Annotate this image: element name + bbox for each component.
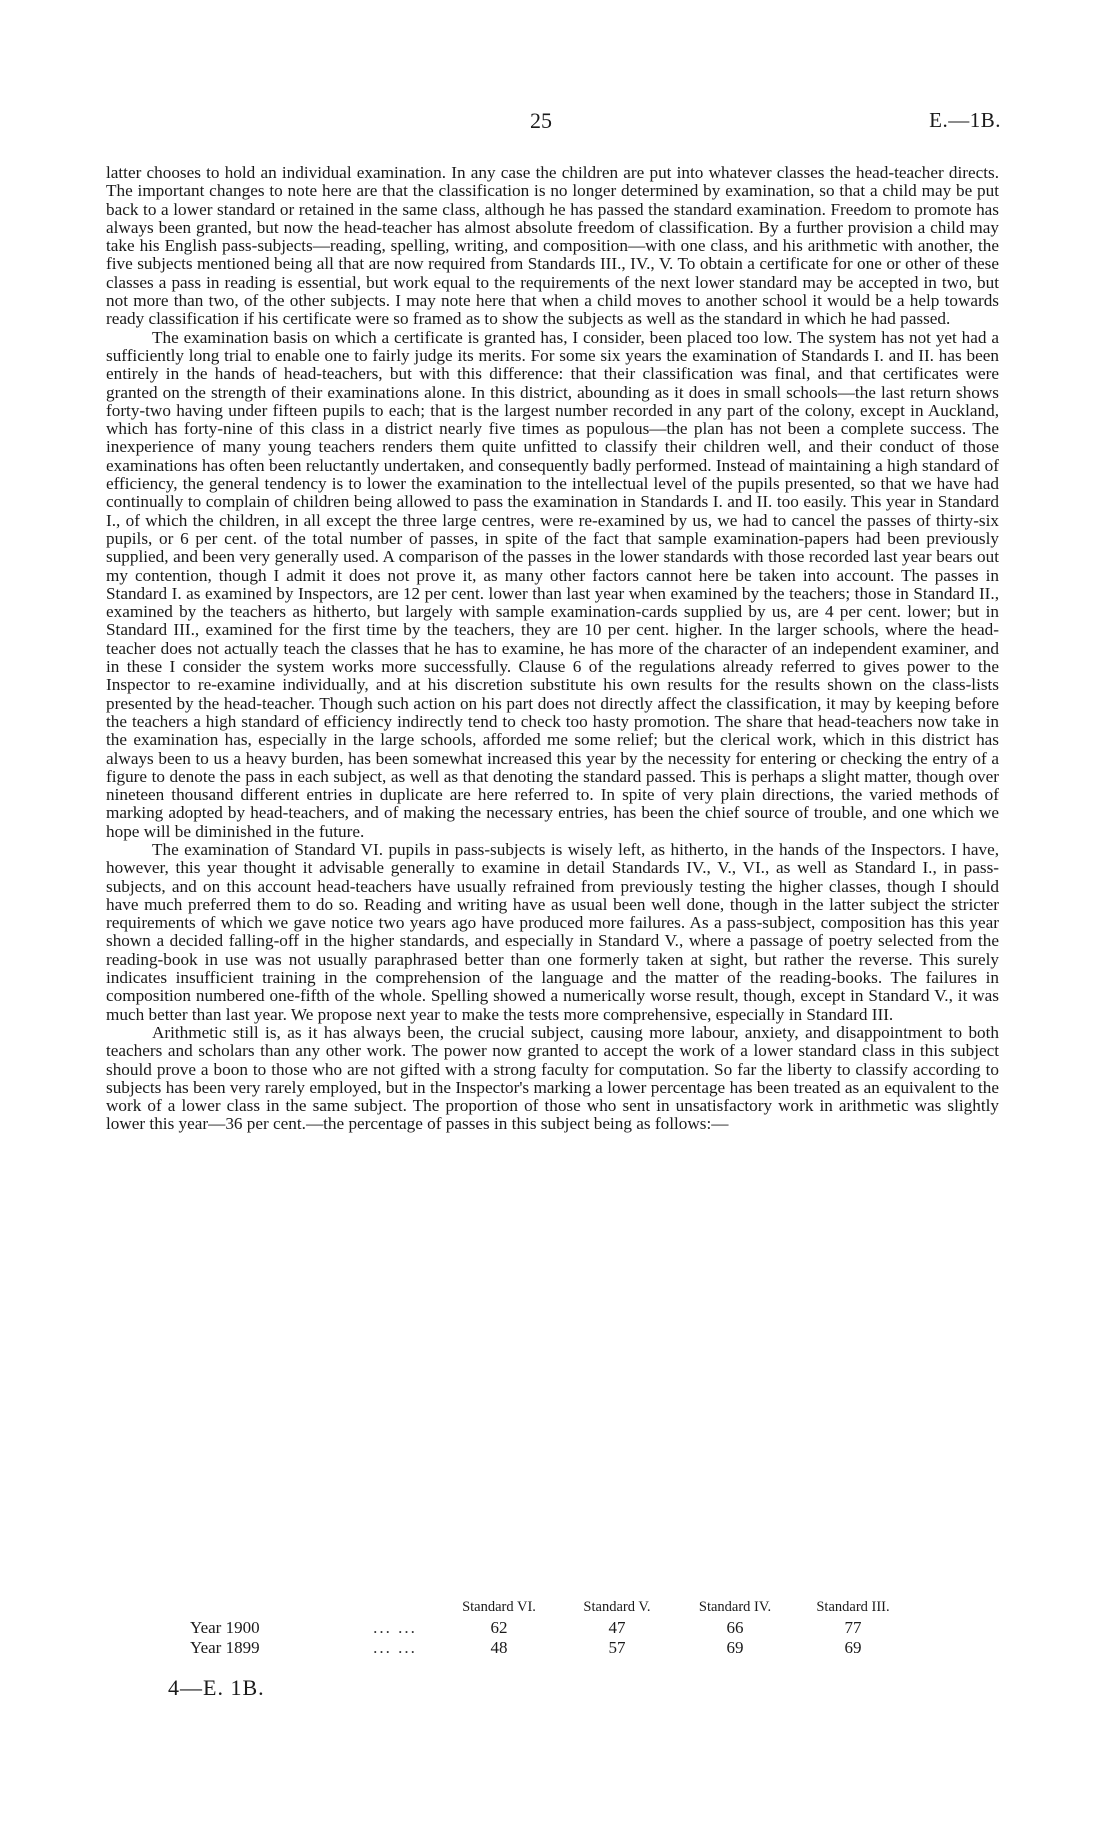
body-text [106,164,999,1134]
paragraph-3: The examination of Standard VI. pupils in pass-subjects is wisely left, as hitherto, in the hands of the Inspectors. I have, however, this year thought it advisable generally to examine in detail Standards IV., V., VI., as well as Standard I., in pass-subjects, and on this account head-teachers have usually refrained from previously testing the higher classes, though I should have much preferred them to do so. Reading and writing have as usual been well done, though in the latter subject the stricter requirements of which we gave notice two years ago have produced more failures. As a pass-subject, composition has this year shown a decided falling-off in the higher standards, and especially in Standard V., where a passage of poetry selected from the reading-book in use was not usually paraphrased better than one formerly taken at sight, but rather the reverse. This surely indicates insufficient training in the comprehension of the language and the matter of the reading-books. The failures in composition numbered one-fifth of the whole. Spelling showed a numerically worse result, though, except in Standard V., it was much better than last year. We propose next year to make the tests more comprehensive, especially in Standard III. [106,839,999,1024]
table-cell: 66 [726,1618,744,1637]
column-header: Standard IV. [698,1599,772,1615]
table-cell: 47 [608,1618,626,1637]
row-leader-dots: ... ... [373,1638,417,1657]
page-header [0,108,1114,138]
page-number: 25 [530,108,552,133]
row-year: Year 1899 [190,1638,260,1657]
table-cell: 69 [844,1638,862,1657]
signature-mark: 4—E. 1B. [168,1675,265,1700]
column-header: Standard V. [583,1599,651,1615]
table-cell: 69 [726,1638,744,1657]
table-header-blank [350,1599,440,1618]
column-header: Standard VI. [462,1599,536,1615]
row-leader-dots: ... ... [373,1618,417,1637]
row-year: Year 1900 [190,1618,260,1637]
paragraph-1: latter chooses to hold an individual examination. In any case the children are put into whatever classes the head-teacher directs. The important changes to note here are that the classification is no longer determined by examination, so that a child may be put back to a lower standard or retained in the same class, although he has passed the standard examination. Freedom to promote has always been granted, but now the head-teacher has almost absolute freedom of classification. By a further provision a child may take his English pass-subjects—reading, spelling, writing, and composition—with one class, and his arithmetic with another, the five subjects mentioned being all that are now required from Standards III., IV., V. To obtain a certificate for one or other of these classes a pass in reading is essential, but work equal to the requirements of the next lower standard may be accepted in two, but not more than two, of the other subjects. I may note here that when a child moves to another school it would be a help towards ready classification if his certificate were so framed as to show the subjects as well as the standard in which he had passed. [106,163,999,329]
arithmetic-passes-table [190,1599,970,1658]
paragraph-2: The examination basis on which a certificate is granted has, I consider, been placed too low. The system has not yet had a sufficiently long trial to enable one to fairly judge its merits. For some six years the examination of Standards I. and II. has been entirely in the hands of head-teachers, but with this difference: that their classification was final, and that certificates were granted on the strength of their examinations alone. In this district, abounding as it does in small schools—the last return shows forty-two having under fifteen pupils to each; that is the largest number recorded in any part of the colony, except in Auckland, which has forty-nine of this class in a district nearly five times as populous—the plan has not been a complete success. The inexperience of many young teachers renders them quite unfitted to classify their children well, and their conduct of those examinations has often been reluctantly undertaken, and consequently badly performed. Instead of maintaining a high standard of efficiency, the general tendency is to lower the examination to the intellectual level of the pupils presented, so that we have had continually to complain of children being allowed to pass the examination in Standards I. and II. too easily. This year in Standard I., of which the children, in all except the three large centres, were re-examined by us, we had to cancel the passes of thirty-six pupils, or 6 per cent. of the total number of passes, in spite of the fact that sample examination-papers had been previously supplied, and been very generally used. A comparison of the passes in the lower standards with those recorded last year bears out my contention, though I admit it does not prove it, as many other factors cannot here be taken into account. The passes in Standard I. as examined by Inspectors, are 12 per cent. lower than last year when examined by the teachers; those in Standard II., examined by the teachers as hitherto, but largely with sample examination-cards supplied by us, are 4 per cent. lower; but in Standard III., examined for the first time by the teachers, they are 10 per cent. higher. In the larger schools, where the head-teacher does not actually teach the classes that he has to examine, he has more of the character of an independent examiner, and in these I consider the system works more successfully. Clause 6 of the regulations already referred to gives power to the Inspector to re-examine individually, and at his discretion substitute his own results for the results shown on the class-lists presented by the head-teacher. Though such action on his part does not directly affect the classification, it may by keeping before the teachers a high standard of efficiency indirectly tend to check too hasty promotion. The share that head-teachers now take in the examination has, especially in the large schools, afforded me some relief; but the clerical work, which in this district has always been to us a heavy burden, has been somewhat increased this year by the necessity for entering or checking the entry of a figure to denote the pass in each subject, as well as that denoting the standard passed. This is perhaps a slight matter, though over nineteen thousand different entries in duplicate are here referred to. In spite of very plain directions, the varied methods of marking adopted by head-teachers, and of making the necessary entries, has been the chief source of trouble, and one which we hope will be diminished in the future. [106,327,999,841]
table-header-blank [190,1599,350,1618]
column-header: Standard III. [816,1599,890,1615]
table-row [190,1638,912,1658]
table-cell: 77 [844,1618,862,1637]
table-cell: 57 [608,1638,626,1657]
table-header-row [190,1599,912,1618]
table-row [190,1618,912,1638]
table-cell: 48 [490,1638,508,1657]
paragraph-4: Arithmetic still is, as it has always been, the crucial subject, causing more labour, anxiety, and disappointment to both teachers and scholars than any other work. The power now granted to accept the work of a lower standard class in this subject should prove a boon to those who are not gifted with a strong faculty for computation. So far the liberty to classify according to subjects has been very rarely employed, but in the Inspector's marking a lower percentage has been treated as an equivalent to the work of a lower class in the same subject. The proportion of those who sent in unsatisfactory work in arithmetic was slightly lower this year—36 per cent.—the percentage of passes in this subject being as follows:— [106,1022,999,1134]
table-cell: 62 [490,1618,508,1637]
document-reference: E.—1B. [929,108,1001,132]
